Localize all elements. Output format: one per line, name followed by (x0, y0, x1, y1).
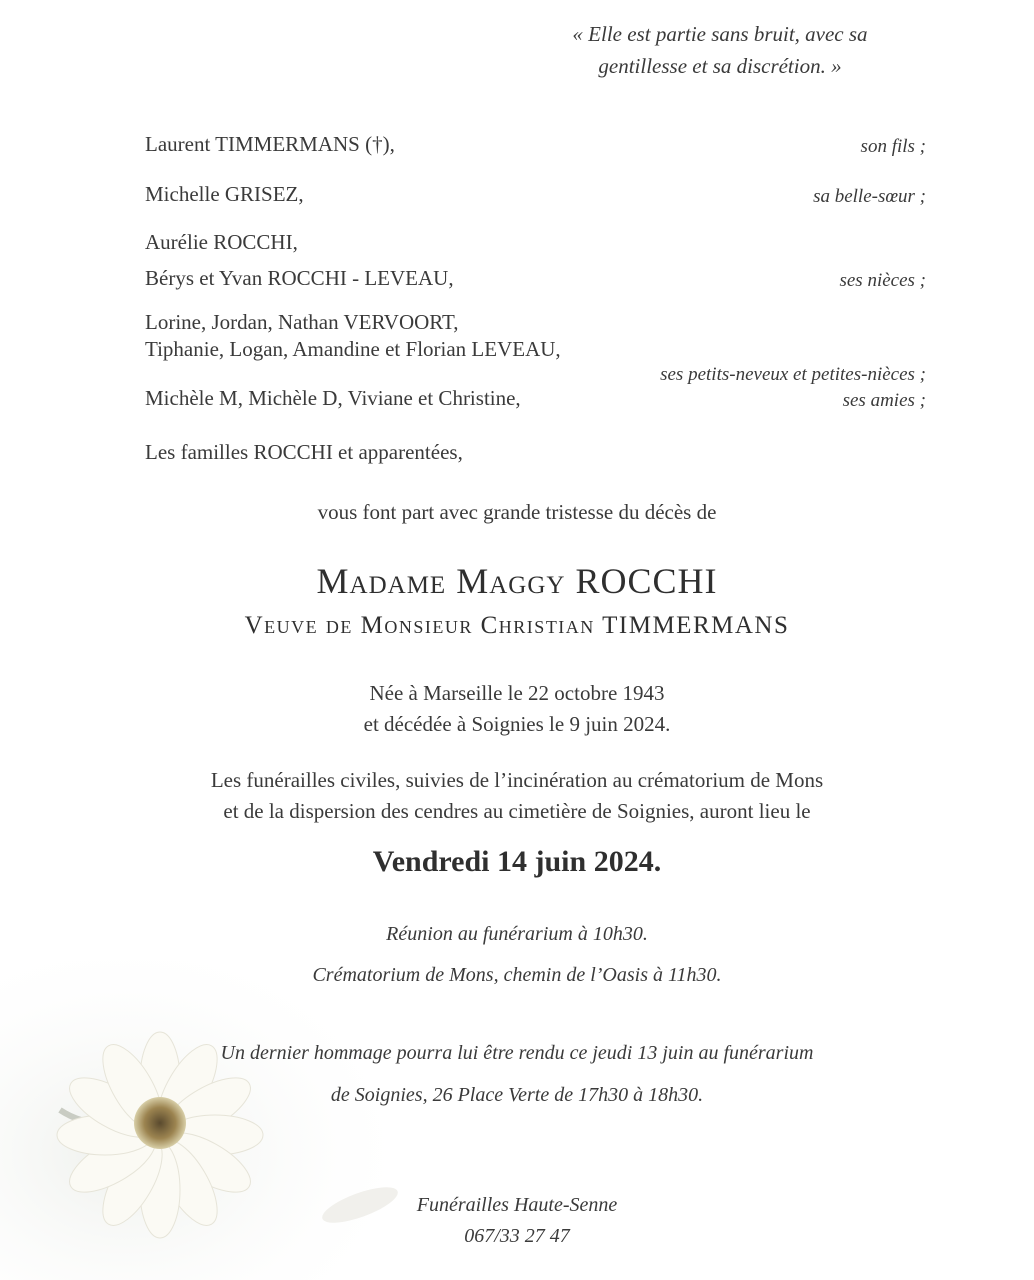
family-name: Michèle M, Michèle D, Viviane et Christine, (145, 386, 521, 410)
family-row (145, 182, 926, 210)
quote-line-1: « Elle est partie sans bruit, avec sa (572, 22, 868, 46)
deceased-surname: ROCCHI (575, 561, 718, 601)
funeral-home-name: Funérailles Haute-Senne (416, 1194, 618, 1216)
homage-line-1: Un dernier hommage pourra lui être rendu ce jeudi 13 juin au funérarium (220, 1042, 814, 1064)
family-row (145, 132, 926, 160)
family-row (145, 440, 926, 468)
death-line: et décédée à Soignies le 9 juin 2024. (363, 712, 671, 736)
crematorium-time: Crématorium de Mons, chemin de l’Oasis à 11h30. (312, 964, 722, 986)
family-name: Laurent TIMMERMANS (†), (145, 132, 395, 156)
family-row (145, 386, 926, 414)
family-relation: ses amies ; (842, 390, 926, 411)
widow-of (0, 612, 1034, 640)
birth-line: Née à Marseille le 22 octobre 1943 (369, 681, 665, 705)
announcement-intro: vous font part avec grande tristesse du décès de (317, 500, 717, 524)
family-relation: sa belle-sœur ; (813, 186, 926, 207)
funeral-details (0, 765, 1034, 827)
epitaph-quote (480, 18, 960, 82)
family-row (145, 230, 926, 258)
funeral-line-2: et de la dispersion des cendres au cimetière de Soignies, auront lieu le (223, 799, 811, 823)
family-relation: ses petits-neveux et petites-nièces ; (660, 364, 926, 385)
family-name: Aurélie ROCCHI, (145, 230, 298, 254)
family-relation: ses nièces ; (839, 270, 926, 291)
family-name: Lorine, Jordan, Nathan VERVOORT, (145, 310, 459, 334)
quote-line-2: gentillesse et sa discrétion. » (598, 54, 842, 78)
family-row (145, 266, 926, 294)
family-row (145, 360, 926, 388)
funeral-date: Vendredi 14 juin 2024. (372, 845, 662, 878)
family-name: Michelle GRISEZ, (145, 182, 304, 206)
family-name: Les familles ROCCHI et apparentées, (145, 440, 463, 464)
life-dates (0, 678, 1034, 740)
widow-surname: TIMMERMANS (602, 612, 790, 639)
deceased-title: Madame Maggy (316, 561, 566, 601)
family-relation: son fils ; (860, 136, 926, 157)
homage-line-2: de Soignies, 26 Place Verte de 17h30 à 18h30. (330, 1084, 704, 1106)
widow-prefix: Veuve de Monsieur Christian (244, 612, 595, 639)
funeral-home-phone: 067/33 27 47 (464, 1225, 570, 1247)
family-row (145, 310, 926, 338)
deceased-name (0, 560, 1034, 602)
family-name: Tiphanie, Logan, Amandine et Florian LEVEAU, (145, 337, 561, 361)
funeral-line-1: Les funérailles civiles, suivies de l’incinération au crématorium de Mons (210, 768, 824, 792)
family-name: Bérys et Yvan ROCCHI - LEVEAU, (145, 266, 454, 290)
meeting-time: Réunion au funérarium à 10h30. (386, 923, 648, 945)
